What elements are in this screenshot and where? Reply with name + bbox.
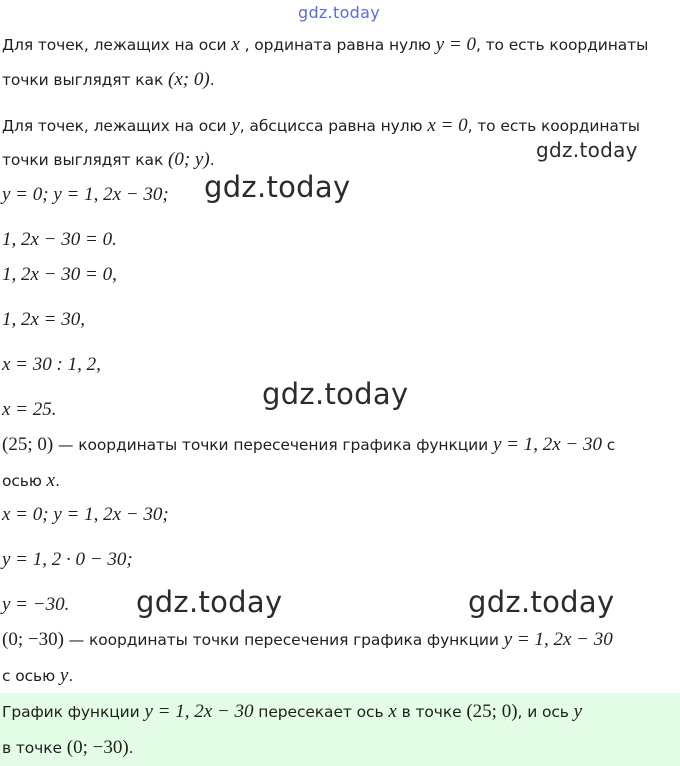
text: График функции: [2, 703, 145, 721]
math: y = 0: [435, 34, 476, 55]
equation-step-1: 1, 2x − 30 = 0.: [2, 229, 117, 250]
equation-step-7: y = −30.: [2, 594, 70, 615]
answer-line-1: [2, 701, 582, 723]
paragraph-y-axis-line-1: [2, 115, 640, 137]
text: — координаты точки пересечения графика функции: [53, 436, 493, 454]
paragraph-x-axis-line-2: [2, 69, 215, 91]
text: , то есть координаты: [467, 117, 640, 135]
equation-step-6: y = 1, 2 · 0 − 30;: [2, 549, 133, 570]
equation-step-4: x = 30 : 1, 2,: [2, 354, 101, 375]
watermark-top: gdz.today: [298, 3, 380, 22]
text: .: [128, 739, 134, 757]
text: , то есть координаты: [475, 36, 649, 54]
math: x: [388, 701, 397, 722]
result-x-intercept-line-1: [2, 434, 615, 456]
text: точки выглядят как: [2, 151, 169, 169]
math: (x; 0): [168, 69, 210, 90]
equation-step-5: x = 25.: [2, 399, 57, 420]
math: y: [231, 115, 240, 136]
watermark-e: gdz.today: [468, 585, 615, 619]
text: Для точек, лежащих на оси: [2, 117, 232, 135]
text: с осью: [2, 667, 60, 685]
text: .: [68, 667, 74, 685]
math: y: [573, 701, 583, 722]
watermark-a: gdz.today: [536, 138, 638, 162]
text: в точке: [2, 739, 67, 757]
answer-line-2: [2, 737, 134, 759]
equation-step-3: 1, 2x = 30,: [2, 309, 86, 330]
text: , абсцисса равна нулю: [239, 117, 428, 135]
text: в точке: [396, 703, 467, 721]
paragraph-y-axis-line-2: [2, 149, 215, 171]
math: (0; y): [168, 149, 210, 170]
math: y = 1, 2x − 30: [503, 629, 613, 650]
text: точки выглядят как: [2, 71, 169, 89]
math: y = 1, 2x − 30: [492, 434, 602, 455]
math: y = 1, 2x − 30: [144, 701, 254, 722]
equation-system-1: y = 0; y = 1, 2x − 30;: [2, 184, 169, 205]
text: с: [601, 436, 616, 454]
math: (0; −30): [66, 737, 129, 758]
result-y-intercept-line-2: [2, 665, 73, 687]
math: (25; 0): [2, 434, 54, 455]
text: , и ось: [517, 703, 574, 721]
text: Для точек, лежащих на оси: [2, 36, 232, 54]
watermark-c: gdz.today: [262, 377, 409, 411]
text: осью: [2, 472, 47, 490]
math: y: [59, 665, 69, 686]
math: x: [46, 470, 56, 491]
text: .: [209, 151, 215, 169]
math: (0; −30): [2, 629, 64, 650]
text: .: [209, 71, 215, 89]
math: x = 0: [427, 115, 468, 136]
text: .: [55, 472, 60, 490]
math: x: [231, 34, 240, 55]
text: — координаты точки пересечения графика функции: [63, 631, 504, 649]
text: пересекает ось: [253, 703, 389, 721]
paragraph-x-axis-line-1: [2, 34, 648, 56]
text: , ордината равна нулю: [239, 36, 436, 54]
equation-system-2: x = 0; y = 1, 2x − 30;: [2, 504, 169, 525]
math: (25; 0): [466, 701, 518, 722]
result-x-intercept-line-2: [2, 470, 60, 492]
watermark-b: gdz.today: [204, 170, 351, 204]
result-y-intercept-line-1: [2, 629, 613, 651]
equation-step-2: 1, 2x − 30 = 0,: [2, 264, 117, 285]
watermark-d: gdz.today: [136, 585, 283, 619]
